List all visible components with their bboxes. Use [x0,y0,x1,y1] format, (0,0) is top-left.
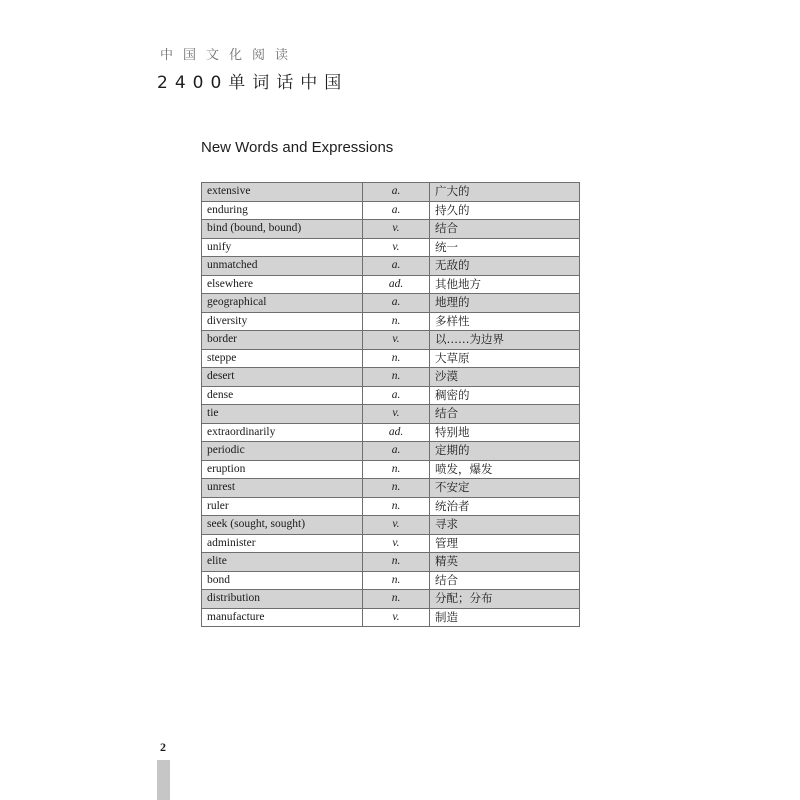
vocab-part-of-speech: v. [363,516,430,535]
vocab-definition: 喷发，爆发 [430,460,580,479]
vocab-part-of-speech: a. [363,201,430,220]
vocab-part-of-speech: ad. [363,275,430,294]
vocabulary-row [202,368,580,387]
vocab-definition: 结合 [430,405,580,424]
vocab-part-of-speech: n. [363,349,430,368]
vocabulary-table-body [202,183,580,627]
vocab-definition: 分配；分布 [430,590,580,609]
vocabulary-row [202,294,580,313]
vocab-word: geographical [202,294,363,313]
vocabulary-row [202,312,580,331]
vocab-part-of-speech: n. [363,479,430,498]
vocabulary-row [202,183,580,202]
vocab-definition: 广大的 [430,183,580,202]
vocabulary-row [202,571,580,590]
vocab-word: steppe [202,349,363,368]
vocab-word: distribution [202,590,363,609]
vocab-word: eruption [202,460,363,479]
vocab-word: unrest [202,479,363,498]
vocabulary-row [202,238,580,257]
vocab-word: bond [202,571,363,590]
vocab-definition: 以……为边界 [430,331,580,350]
vocab-part-of-speech: a. [363,386,430,405]
vocabulary-row [202,220,580,239]
vocabulary-row [202,386,580,405]
vocab-word: extraordinarily [202,423,363,442]
vocab-word: diversity [202,312,363,331]
vocabulary-row [202,349,580,368]
vocabulary-table [201,182,580,627]
vocab-part-of-speech: v. [363,238,430,257]
vocab-definition: 统治者 [430,497,580,516]
vocab-part-of-speech: v. [363,534,430,553]
page-edge-tab [157,760,170,800]
vocab-definition: 无敌的 [430,257,580,276]
series-title: 中国文化阅读 [160,48,299,63]
vocabulary-row [202,497,580,516]
vocabulary-row [202,479,580,498]
vocab-definition: 稠密的 [430,386,580,405]
vocabulary-row [202,275,580,294]
section-heading: New Words and Expressions [201,139,394,156]
vocab-definition: 寻求 [430,516,580,535]
vocab-definition: 统一 [430,238,580,257]
vocab-definition: 精英 [430,553,580,572]
vocab-word: elite [202,553,363,572]
vocab-word: unify [202,238,363,257]
vocabulary-row [202,331,580,350]
vocab-word: unmatched [202,257,363,276]
vocab-word: border [202,331,363,350]
vocab-word: desert [202,368,363,387]
vocab-part-of-speech: v. [363,405,430,424]
vocab-word: extensive [202,183,363,202]
book-title: 2400单词话中国 [157,73,349,93]
vocab-word: seek (sought, sought) [202,516,363,535]
vocab-definition: 定期的 [430,442,580,461]
vocab-word: bind (bound, bound) [202,220,363,239]
vocab-part-of-speech: v. [363,220,430,239]
vocabulary-row [202,516,580,535]
vocab-part-of-speech: v. [363,331,430,350]
vocab-part-of-speech: a. [363,442,430,461]
vocab-definition: 特别地 [430,423,580,442]
vocabulary-row [202,608,580,627]
vocabulary-row [202,405,580,424]
page-number: 2 [160,740,166,754]
vocabulary-row [202,442,580,461]
vocabulary-row [202,201,580,220]
vocabulary-row [202,590,580,609]
vocab-part-of-speech: n. [363,368,430,387]
vocab-definition: 制造 [430,608,580,627]
vocab-word: enduring [202,201,363,220]
vocabulary-row [202,460,580,479]
vocab-part-of-speech: n. [363,590,430,609]
vocabulary-row [202,534,580,553]
vocab-part-of-speech: ad. [363,423,430,442]
vocab-part-of-speech: n. [363,497,430,516]
vocab-word: elsewhere [202,275,363,294]
vocabulary-row [202,553,580,572]
vocab-part-of-speech: n. [363,553,430,572]
vocab-definition: 结合 [430,571,580,590]
vocab-definition: 地理的 [430,294,580,313]
vocab-definition: 沙漠 [430,368,580,387]
vocab-part-of-speech: a. [363,294,430,313]
vocab-part-of-speech: n. [363,460,430,479]
vocab-word: ruler [202,497,363,516]
vocab-definition: 其他地方 [430,275,580,294]
vocabulary-row [202,423,580,442]
vocab-part-of-speech: n. [363,571,430,590]
vocab-definition: 多样性 [430,312,580,331]
vocab-part-of-speech: v. [363,608,430,627]
vocab-definition: 持久的 [430,201,580,220]
vocab-definition: 管理 [430,534,580,553]
vocab-part-of-speech: a. [363,257,430,276]
vocab-word: periodic [202,442,363,461]
vocab-definition: 大草原 [430,349,580,368]
vocab-definition: 不安定 [430,479,580,498]
vocab-word: administer [202,534,363,553]
vocabulary-row [202,257,580,276]
vocab-word: manufacture [202,608,363,627]
vocab-word: dense [202,386,363,405]
vocab-word: tie [202,405,363,424]
vocab-part-of-speech: n. [363,312,430,331]
vocab-part-of-speech: a. [363,183,430,202]
vocab-definition: 结合 [430,220,580,239]
